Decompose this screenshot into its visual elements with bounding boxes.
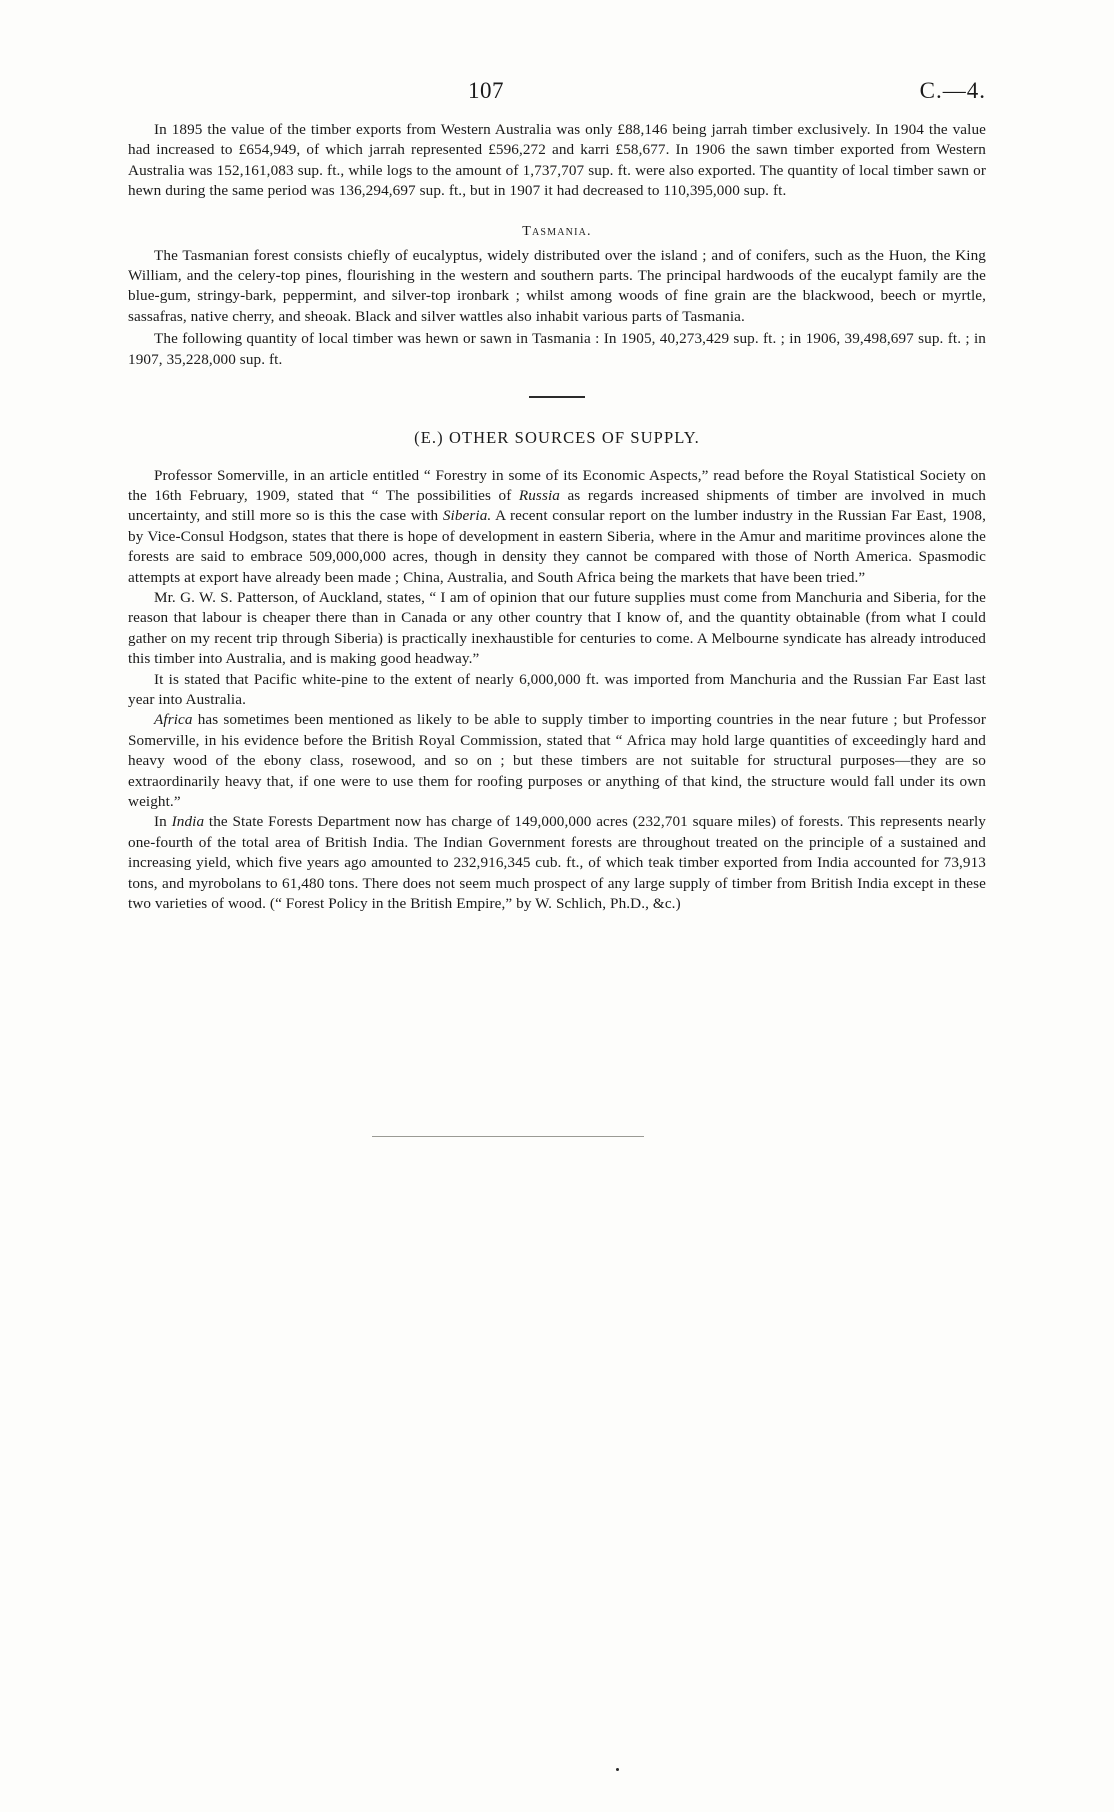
- footer-rule: [372, 1136, 644, 1137]
- india-lead-text: In: [154, 813, 172, 831]
- heading-tasmania: Tasmania.: [522, 223, 592, 239]
- somerville-text-a: Professor Somerville, in an article entitled “ Forestry in some of its Economic Aspects,” read before the Royal Statistical Society on the 16th February, 1909, stated that “ The possibilities of: [128, 466, 986, 504]
- somerville-italic-siberia: Siberia.: [442, 507, 492, 525]
- africa-text: has sometimes been mentioned as likely to be able to supply timber to importing countries in the near future ; but Professor Somerville, in his evidence before the British Royal Commission, stated that “ Africa may hold large quantities of exceedingly hard and heavy wood of the ebony class, rosewood, and so on ; but these timbers are not suitable for structural purposes—they are so extraordinarily heavy that, if one were to use them for roofing purposes or anything of that kind, the structure would fall under its own weight.”: [128, 711, 986, 811]
- paragraph-patterson: Mr. G. W. S. Patterson, of Auckland, states, “ I am of opinion that our future supplies must come from Manchuria and Siberia, for the reason that labour is cheaper there than in Canada or any other country that I know of, and the quantity obtainable (from what I could gather on my recent trip through Siberia) is practically inexhaustible for centuries to come. A Melbourne syndicate has already introduced this timber into Australia, and is making good headway.”: [128, 589, 986, 668]
- india-text: the State Forests Department now has charge of 149,000,000 acres (232,701 square miles) of forests. This represents nearly one-fourth of the total area of British India. The Indian Government forests are throughout treated on the principle of a sustained and increasing yield, which five years ago amounted to 232,916,345 cub. ft., of which teak timber exported from India accounted for 73,913 tons, and myrobolans to 61,480 tons. There does not seem much prospect of any large supply of timber from British India except in these two varieties of wood. (“ Forest Policy in the British Empire,” by W. Schlich, Ph.D., &c.): [128, 813, 986, 913]
- heading-other-sources: (E.) OTHER SOURCES OF SUPPLY.: [414, 427, 700, 447]
- page-header: [128, 78, 986, 120]
- section-divider-rule: [529, 396, 585, 398]
- somerville-text-c: A recent consular report on the lumber industry in the Russian Far East, 1908, by Vice-Consul Hodgson, states that there is hope of development in eastern Siberia, where in the Amur and maritime provinces alone the forests are said to embrace 509,000,000 acres, though in density they cannot be compared with those of North America. Spasmodic attempts at export have already been made ; China, Australia, and South Africa being the markets that have been tried.”: [128, 507, 986, 586]
- document-reference: C.—4.: [919, 78, 986, 103]
- paragraph-pacific-white-pine: It is stated that Pacific white-pine to the extent of nearly 6,000,000 ft. was imported from Manchuria and the Russian Far East last year into Australia.: [128, 670, 986, 709]
- page-number: 107: [468, 78, 504, 103]
- paragraph-western-australia: In 1895 the value of the timber exports from Western Australia was only £88,146 being jarrah timber exclusively. In 1904 the value had increased to £654,949, of which jarrah represented £596,272 and karri £58,677. In 1906 the sawn timber exported from Western Australia was 152,161,083 sup. ft., while logs to the amount of 1,737,707 sup. ft. were also exported. The quantity of local timber sawn or hewn during the same period was 136,294,697 sup. ft., but in 1907 it had decreased to 110,395,000 sup. ft.: [128, 121, 986, 200]
- india-italic-label: India: [171, 813, 205, 831]
- page-content: [128, 78, 986, 915]
- paragraph-india: [128, 812, 986, 914]
- somerville-text-b: as regards increased shipments of timber are involved in much uncertainty, and still more so is this the case with: [128, 486, 986, 525]
- paragraph-tasmania-forest: The Tasmanian forest consists chiefly of eucalyptus, widely distributed over the island ; and of conifers, such as the Huon, the King William, and the celery-top pines, flourishing in the western and southern parts. The principal hardwoods of the eucalypt family are the blue-gum, stringy-bark, peppermint, and silver-top ironbark ; whilst among woods of fine grain are the blackwood, beech or myrtle, sassafras, native cherry, and sheoak. Black and silver wattles also inhabit various parts of Tasmania.: [128, 246, 986, 325]
- africa-italic-label: Africa: [154, 711, 193, 729]
- footer-mark: [616, 1768, 619, 1771]
- paragraph-tasmania-quantity: The following quantity of local timber was hewn or sawn in Tasmania : In 1905, 40,273,429 sup. ft. ; in 1906, 39,498,697 sup. ft. ; in 1907, 35,228,000 sup. ft.: [128, 330, 986, 368]
- paragraph-africa: [128, 710, 986, 812]
- paragraph-somerville: [128, 466, 986, 588]
- somerville-italic-russia: Russia: [518, 486, 560, 504]
